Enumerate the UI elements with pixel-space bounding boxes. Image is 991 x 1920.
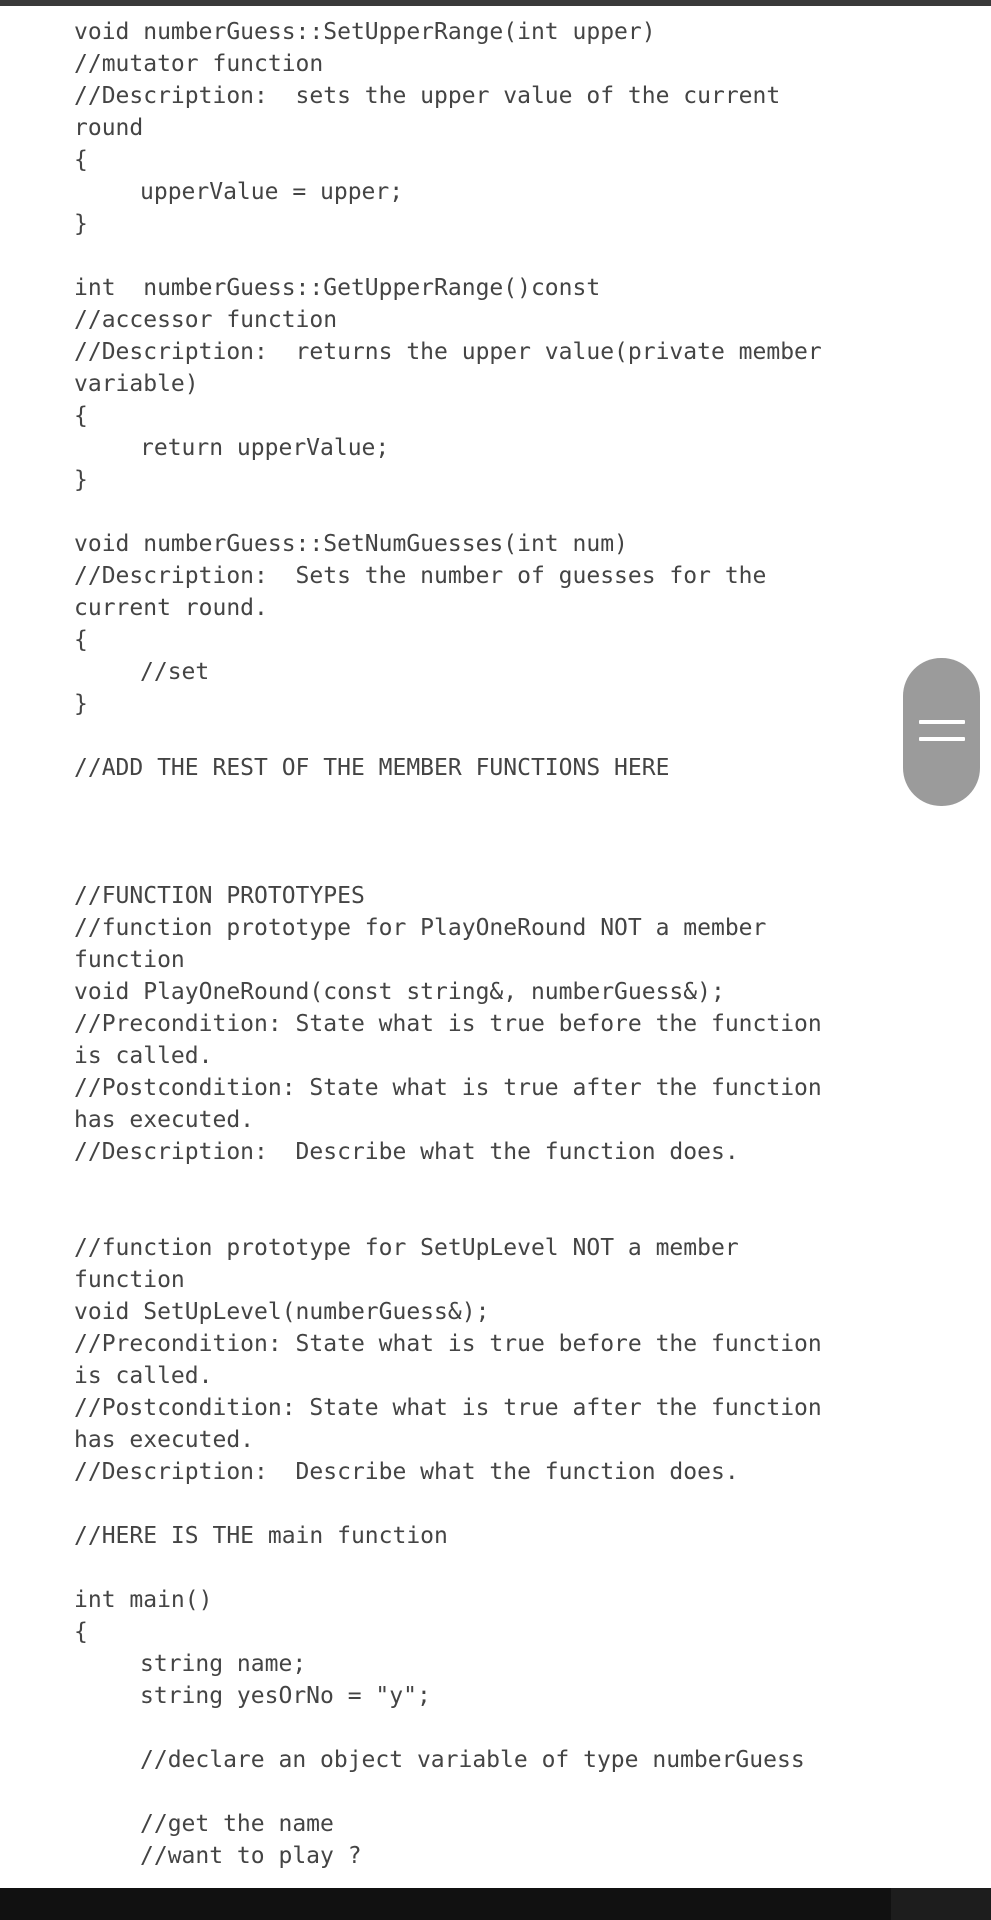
code-line: //Description: Describe what the function does. [74, 1459, 739, 1485]
code-line: void SetUpLevel(numberGuess&); [74, 1299, 490, 1325]
blank-line [74, 1552, 914, 1584]
bottom-bar-corner [891, 1888, 991, 1920]
code-line: function [74, 947, 185, 973]
code-line: //Postcondition: State what is true after the function [74, 1075, 822, 1101]
blank-line [74, 784, 914, 816]
code-line: //get the name [140, 1811, 334, 1837]
code-line: void PlayOneRound(const string&, numberGuess&); [74, 979, 725, 1005]
code-line: //Description: Describe what the function does. [74, 1139, 739, 1165]
code-line: { [74, 627, 88, 653]
code-line: round [74, 115, 144, 141]
code-line: } [74, 211, 88, 237]
code-line: function [74, 1267, 185, 1293]
code-line: //accessor function [74, 307, 338, 333]
code-line: //Postcondition: State what is true after the function [74, 1395, 822, 1421]
code-line: { [74, 403, 88, 429]
code-line: int main() [74, 1587, 213, 1613]
blank-line [74, 1712, 914, 1744]
code-line: is called. [74, 1363, 213, 1389]
code-line: //function prototype for PlayOneRound NOT a member [74, 915, 767, 941]
blank-line [74, 496, 914, 528]
code-document [74, 16, 914, 1872]
code-line: //HERE IS THE main function [74, 1523, 448, 1549]
blank-line [74, 720, 914, 752]
code-line: //Precondition: State what is true before the function [74, 1331, 822, 1357]
code-line: current round. [74, 595, 268, 621]
blank-line [74, 848, 914, 880]
code-line: //want to play ? [140, 1843, 362, 1869]
code-line: is called. [74, 1043, 213, 1069]
code-line: void numberGuess::SetNumGuesses(int num) [74, 531, 628, 557]
code-line: } [74, 467, 88, 493]
code-line: { [74, 147, 88, 173]
code-line: variable) [74, 371, 199, 397]
code-line: { [74, 1619, 88, 1645]
code-line: //FUNCTION PROTOTYPES [74, 883, 365, 909]
blank-line [74, 1776, 914, 1808]
code-line: //Precondition: State what is true before the function [74, 1011, 822, 1037]
blank-line [74, 1200, 914, 1232]
code-line: //Description: Sets the number of guesses for the [74, 563, 767, 589]
code-line: string yesOrNo = "y"; [140, 1683, 431, 1709]
code-line: //function prototype for SetUpLevel NOT a member [74, 1235, 739, 1261]
code-line: //declare an object variable of type numberGuess [140, 1747, 805, 1773]
code-line: //Description: returns the upper value(private member [74, 339, 822, 365]
code-line: //set [140, 659, 210, 685]
blank-line [74, 816, 914, 848]
code-line: return upperValue; [140, 435, 390, 461]
drag-handle-icon [919, 737, 965, 741]
code-line: //ADD THE REST OF THE MEMBER FUNCTIONS HERE [74, 755, 670, 781]
scrollbar-thumb[interactable] [903, 658, 980, 806]
top-status-strip [0, 0, 991, 6]
code-line: upperValue = upper; [140, 179, 404, 205]
code-line: void numberGuess::SetUpperRange(int upper) [74, 19, 656, 45]
code-line: //mutator function [74, 51, 324, 77]
code-line: } [74, 691, 88, 717]
bottom-navigation-bar [0, 1888, 991, 1920]
drag-handle-icon [919, 720, 965, 724]
code-line: int numberGuess::GetUpperRange()const [74, 275, 601, 301]
blank-line [74, 240, 914, 272]
code-line: has executed. [74, 1427, 255, 1453]
blank-line [74, 1168, 914, 1200]
code-line: has executed. [74, 1107, 255, 1133]
code-line: string name; [140, 1651, 307, 1677]
code-line: //Description: sets the upper value of the current [74, 83, 781, 109]
blank-line [74, 1488, 914, 1520]
